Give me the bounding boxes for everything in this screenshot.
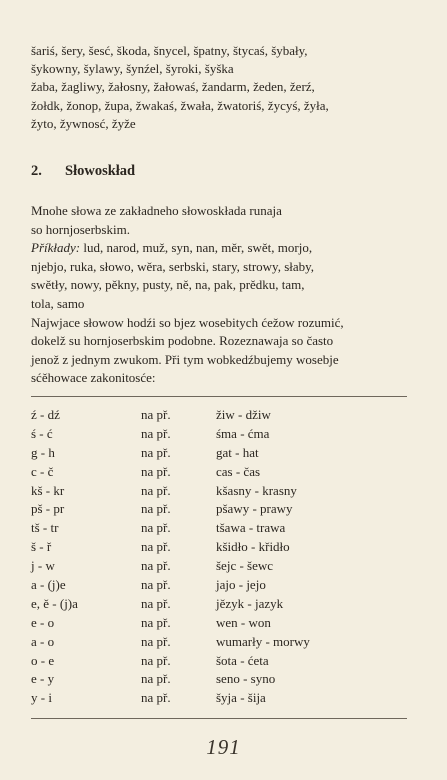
table-row bbox=[31, 483, 310, 502]
paragraph-line: sćěhowace zakonitosće: bbox=[31, 370, 156, 386]
sound-correspondence-table bbox=[31, 407, 310, 709]
examples-line: swětły, nowy, pěkny, pusty, ně, na, pak, prědku, tam, bbox=[31, 277, 305, 293]
paragraph-line: Najwjace słowow hodźi so bjez wosebitych ćežow rozumić, bbox=[31, 314, 344, 330]
example-abbr: na př. bbox=[141, 690, 171, 706]
example-abbr: na př. bbox=[141, 501, 171, 517]
table-row bbox=[31, 615, 310, 634]
examples-line bbox=[31, 239, 407, 258]
example-abbr: na př. bbox=[141, 595, 171, 611]
example-abbr: na př. bbox=[141, 444, 171, 460]
section-heading bbox=[31, 161, 407, 181]
sound-pair: e - y bbox=[31, 671, 55, 687]
section-number: 2. bbox=[31, 163, 42, 180]
table-row bbox=[31, 426, 310, 445]
examples-line: tola, samo bbox=[31, 295, 85, 311]
paragraph-line: so hornjoserbskim. bbox=[31, 221, 130, 237]
example-words: cas - čas bbox=[216, 463, 261, 479]
example-abbr: na př. bbox=[141, 520, 171, 536]
section-title: Słowoskład bbox=[65, 163, 136, 180]
sound-pair: j - w bbox=[31, 558, 55, 574]
sound-pair: š - ř bbox=[31, 539, 52, 555]
intro-line: žołdk, žonop, župa, žwakaś, žwała, žwatoriś, žycyś, žyła, bbox=[31, 97, 329, 113]
table-row bbox=[31, 653, 310, 672]
table-bottom-rule bbox=[31, 718, 407, 719]
example-abbr: na př. bbox=[141, 406, 171, 422]
example-words: žiw - džiw bbox=[216, 406, 271, 422]
sound-pair: c - č bbox=[31, 463, 54, 479]
intro-line: žaba, žagliwy, žałosny, žałowaś, žandarm, žeden, žerź, bbox=[31, 79, 315, 95]
example-words: pšawy - prawy bbox=[216, 501, 293, 517]
sound-pair: e, ě - (j)a bbox=[31, 595, 78, 611]
example-words: jajo - jejo bbox=[216, 576, 266, 592]
table-row bbox=[31, 558, 310, 577]
page-number: 191 bbox=[206, 735, 241, 759]
example-abbr: na př. bbox=[141, 558, 171, 574]
example-abbr: na př. bbox=[141, 614, 171, 630]
example-words: šota - ćeta bbox=[216, 652, 269, 668]
example-words: tšawa - trawa bbox=[216, 520, 286, 536]
example-words: śma - ćma bbox=[216, 425, 270, 441]
table-row bbox=[31, 690, 310, 709]
table-row bbox=[31, 539, 310, 558]
section-body bbox=[31, 202, 407, 388]
table-row bbox=[31, 445, 310, 464]
sound-pair: y - i bbox=[31, 690, 52, 706]
table-row bbox=[31, 634, 310, 653]
intro-line: šariś, šery, šesć, škoda, šnycel, špatny, štycaś, šybały, bbox=[31, 43, 308, 58]
example-abbr: na př. bbox=[141, 633, 171, 649]
sound-pair: pš - pr bbox=[31, 501, 65, 517]
paragraph-line: dokelž su hornjoserbskim podobne. Rozeznawaja so často bbox=[31, 333, 334, 349]
paragraph-line: Mnohe słowa ze zakładneho słowoskłada runaja bbox=[31, 203, 282, 219]
example-words: jězyk - jazyk bbox=[216, 595, 284, 611]
intro-line: šykowny, šylawy, šynźel, šyroki, šyška bbox=[31, 61, 234, 77]
example-words: šyja - šija bbox=[216, 690, 266, 706]
example-abbr: na př. bbox=[141, 539, 171, 555]
sound-pair: ś - ć bbox=[31, 425, 53, 441]
table-row bbox=[31, 520, 310, 539]
table-row bbox=[31, 577, 310, 596]
sound-pair: ź - dź bbox=[31, 406, 60, 422]
example-words: kšasny - krasny bbox=[216, 482, 297, 498]
example-words: šejc - šewc bbox=[216, 558, 274, 574]
table-row bbox=[31, 464, 310, 483]
intro-word-list bbox=[31, 0, 407, 133]
example-words: wen - won bbox=[216, 614, 271, 630]
paragraph-line: jenož z jednym zwukom. Při tym wobkedźbujemy wosebje bbox=[31, 351, 339, 367]
table-row bbox=[31, 596, 310, 615]
example-words: kšidło - křidło bbox=[216, 539, 290, 555]
examples-label: Příkłady: bbox=[31, 240, 81, 256]
intro-line: žyto, žywnosć, žyže bbox=[31, 115, 136, 131]
sound-pair: kš - kr bbox=[31, 482, 65, 498]
table-row bbox=[31, 407, 310, 426]
example-words: wumarły - morwy bbox=[216, 633, 310, 649]
sound-pair: a - (j)e bbox=[31, 576, 66, 592]
sound-pair: o - e bbox=[31, 652, 55, 668]
table-row bbox=[31, 671, 310, 690]
table-top-rule bbox=[31, 396, 407, 397]
example-words: gat - hat bbox=[216, 444, 259, 460]
example-abbr: na př. bbox=[141, 576, 171, 592]
example-abbr: na př. bbox=[141, 652, 171, 668]
example-words: seno - syno bbox=[216, 671, 276, 687]
sound-pair: a - o bbox=[31, 633, 55, 649]
example-abbr: na př. bbox=[141, 425, 171, 441]
sound-pair: tš - tr bbox=[31, 520, 59, 536]
example-abbr: na př. bbox=[141, 463, 171, 479]
examples-text: lud, narod, muž, syn, nan, měr, swět, morjo, bbox=[80, 240, 313, 256]
example-abbr: na př. bbox=[141, 482, 171, 498]
sound-pair: e - o bbox=[31, 614, 55, 630]
table-row bbox=[31, 501, 310, 520]
examples-line: njebjo, ruka, słowo, wěra, serbski, stary, strowy, słaby, bbox=[31, 258, 315, 274]
example-abbr: na př. bbox=[141, 671, 171, 687]
sound-pair: g - h bbox=[31, 444, 55, 460]
